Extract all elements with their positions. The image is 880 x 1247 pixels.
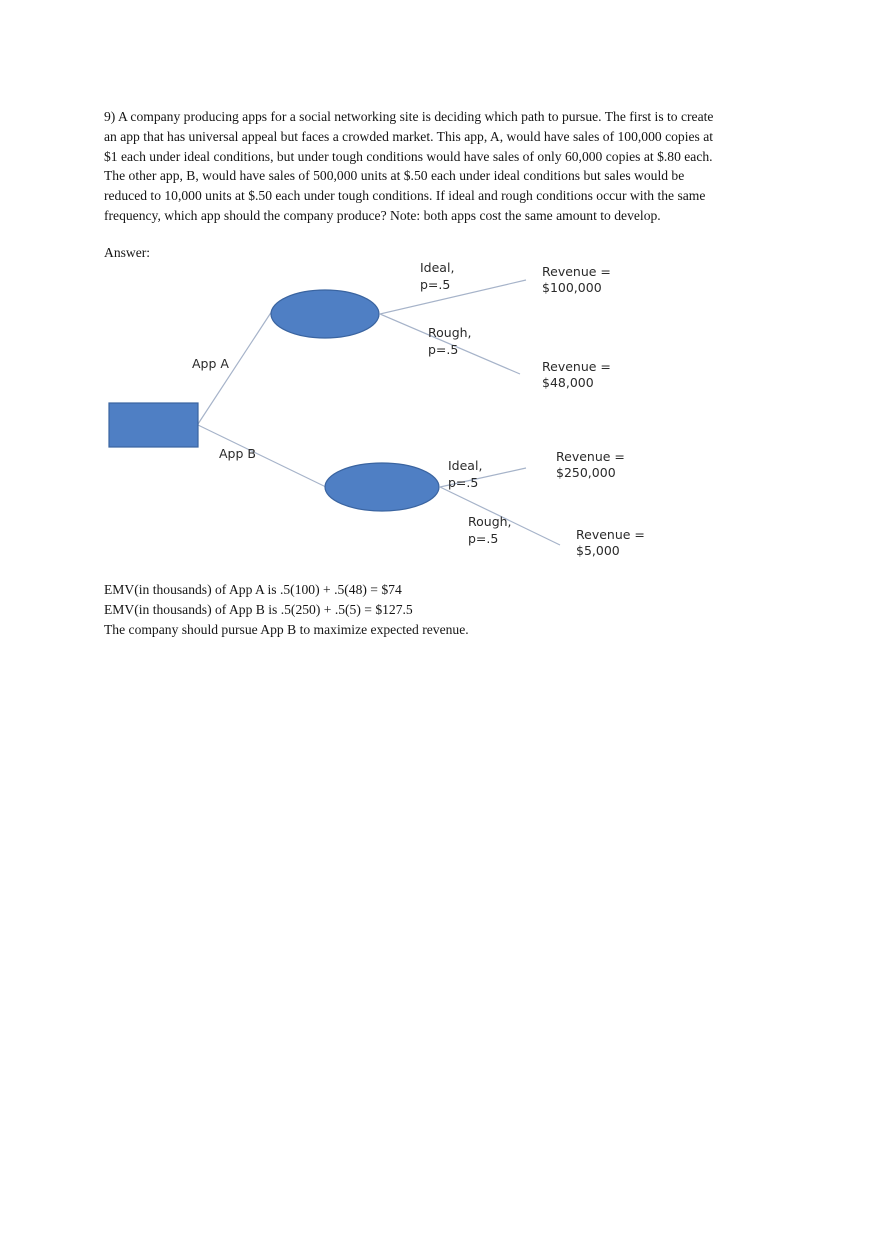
emv-app-a: EMV(in thousands) of App A is .5(100) + .5(48) = $74 [104, 582, 402, 597]
emv-app-b: EMV(in thousands) of App B is .5(250) + .5(5) = $127.5 [104, 602, 413, 617]
revenue-b-ideal-line2: $250,000 [556, 465, 616, 480]
branch-line-a-ideal [380, 280, 526, 314]
revenue-b-rough-line1: Revenue = [576, 527, 645, 542]
revenue-a-ideal-line1: Revenue = [542, 264, 611, 279]
answer-label: Answer: [104, 245, 151, 260]
label-a-rough-line1: Rough, [428, 325, 472, 340]
label-a-ideal-line1: Ideal, [420, 260, 455, 275]
decision-node [109, 403, 198, 447]
label-b-rough-line1: Rough, [468, 514, 512, 529]
label-b-rough-line2: p=.5 [468, 531, 499, 546]
label-a-ideal-line2: p=.5 [420, 277, 451, 292]
chance-node-app-a [271, 290, 379, 338]
label-a-rough-line2: p=.5 [428, 342, 459, 357]
revenue-b-rough-line2: $5,000 [576, 543, 620, 558]
label-b-ideal-line1: Ideal, [448, 458, 483, 473]
revenue-b-ideal-line1: Revenue = [556, 449, 625, 464]
label-app-b: App B [219, 446, 256, 461]
revenue-a-rough-line2: $48,000 [542, 375, 594, 390]
label-b-ideal-line2: p=.5 [448, 475, 479, 490]
revenue-a-ideal-line2: $100,000 [542, 280, 602, 295]
conclusion-text: The company should pursue App B to maximize expected revenue. [104, 622, 469, 637]
question-text: 9) A company producing apps for a social networking site is deciding which path to pursue. The first is to create an app that has universal appeal but faces a crowded market. This app, A, would have sales of 100,000 copies at $1 each under ideal conditions, but under tough conditions would have sales of only 60,000 copies at $.80 each. The other app, B, would have sales of 500,000 units at $.50 each under ideal conditions but sales would be reduced to 10,000 units at $.50 each under tough conditions. If ideal and rough conditions occur with the same frequency, which app should the company produce? Note: both apps cost the same amount to develop. [104, 109, 714, 223]
revenue-a-rough-line1: Revenue = [542, 359, 611, 374]
branch-line-app-b [198, 425, 328, 488]
chance-node-app-b [325, 463, 439, 511]
label-app-a: App A [192, 356, 229, 371]
